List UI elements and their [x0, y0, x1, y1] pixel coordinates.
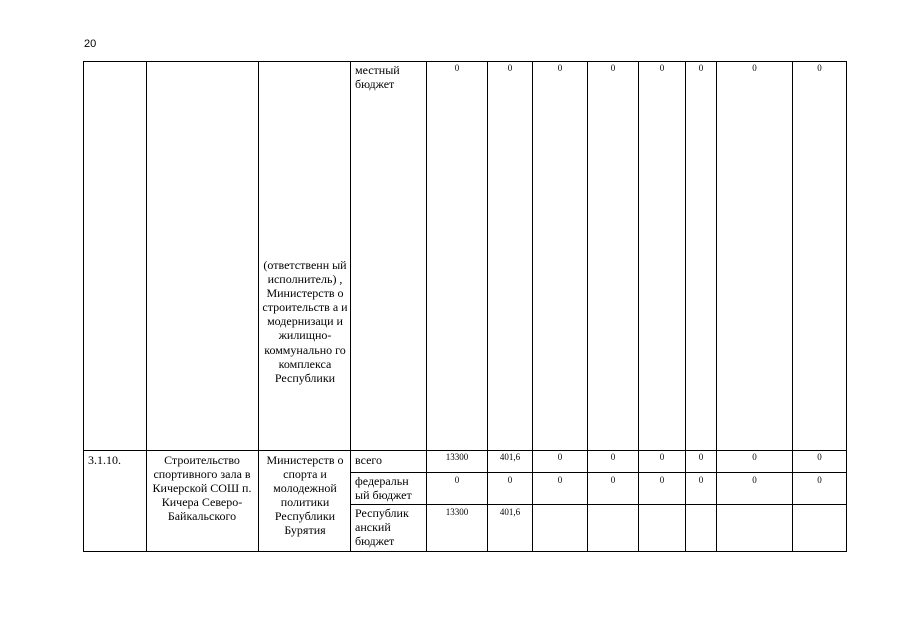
- value-cell: 0: [817, 452, 822, 462]
- executor-cell: (ответственн ый исполнитель) , Министерств о строительств а и модернизаци и жилищно- коммунально го комплекса Республики: [262, 258, 348, 385]
- value-cell: 0: [752, 475, 757, 485]
- subrow-divider: [350, 472, 846, 473]
- value-cell: 0: [752, 63, 757, 73]
- value-cell: 0: [698, 63, 704, 73]
- subrow-divider: [350, 504, 846, 505]
- value-cell: 0: [752, 452, 757, 462]
- row-number: 3.1.10.: [88, 453, 121, 467]
- value-cell: 0: [698, 452, 704, 462]
- page-number: 20: [84, 38, 97, 50]
- value-cell: 13300: [445, 507, 469, 517]
- value-cell: 401,6: [499, 452, 521, 462]
- source-cell: федеральн ый бюджет: [355, 474, 412, 502]
- value-cell: 0: [610, 63, 616, 73]
- table-bottom-border: [83, 551, 846, 552]
- col-border: [258, 61, 259, 552]
- source-cell: местный бюджет: [355, 63, 400, 91]
- row-divider: [83, 450, 846, 451]
- table-top-border: [83, 61, 846, 62]
- value-cell: 13300: [445, 452, 469, 462]
- col-border: [350, 61, 351, 552]
- value-cell: 0: [659, 452, 665, 462]
- value-cell: 0: [507, 63, 513, 73]
- col-border: [846, 61, 847, 552]
- source-cell: всего: [355, 453, 383, 467]
- value-cell: 0: [698, 475, 704, 485]
- value-cell: 0: [454, 63, 460, 73]
- activity-name: Строительство спортивного зала в Кичерской СОШ п. Кичера Северо- Байкальского: [152, 453, 252, 523]
- value-cell: 0: [610, 475, 616, 485]
- value-cell: 401,6: [499, 507, 521, 517]
- value-cell: 0: [659, 475, 665, 485]
- value-cell: 0: [507, 475, 513, 485]
- value-cell: 0: [557, 475, 563, 485]
- value-cell: 0: [557, 452, 563, 462]
- source-cell: Республик анский бюджет: [355, 506, 409, 548]
- col-border: [146, 61, 147, 552]
- value-cell: 0: [610, 452, 616, 462]
- executor-cell: Министерств о спорта и молодежной политики Республики Бурятия: [266, 453, 344, 537]
- value-cell: 0: [817, 475, 822, 485]
- value-cell: 0: [454, 475, 460, 485]
- value-cell: 0: [659, 63, 665, 73]
- col-border: [83, 61, 84, 552]
- value-cell: 0: [557, 63, 563, 73]
- value-cell: 0: [817, 63, 822, 73]
